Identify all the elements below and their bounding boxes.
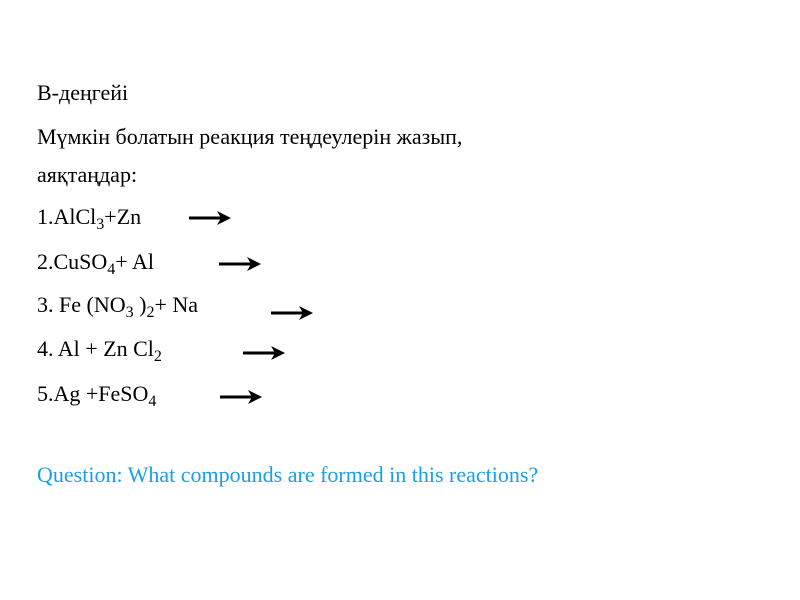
reaction-2-subscript: 4 [107,261,116,278]
right-arrow-icon [188,210,232,226]
right-arrow-icon [218,256,262,272]
reaction-4-text: 4. Al + Zn Cl [37,336,154,361]
reaction-5-subscript: 4 [148,393,157,410]
reaction-2-text-after: + Al [115,249,154,274]
reaction-1-subscript: 3 [96,216,105,233]
instruction-line-2: аяқтаңдар: [37,162,138,187]
reaction-5-text: 5.Ag +FeSO [37,381,149,406]
right-arrow-icon [270,305,314,321]
reaction-5 [37,381,157,410]
reaction-3-text-after: + Na [154,292,198,317]
heading: В-деңгейі [37,80,129,105]
reaction-2-text: 2.CuSO [37,249,108,274]
reaction-1-text-after: +Zn [104,204,142,229]
reaction-3-text: 3. Fe (NO [37,292,126,317]
reaction-3-subscript-2: 2 [146,304,155,321]
reaction-4 [37,336,162,365]
reaction-1-text: 1.AlCl [37,204,97,229]
reaction-2 [37,249,154,278]
right-arrow-icon [219,389,263,405]
reaction-3-text-mid: ) [133,292,147,317]
reaction-3-subscript-1: 3 [125,304,134,321]
right-arrow-icon [242,345,286,361]
reaction-3 [37,292,198,321]
reaction-1 [37,204,142,233]
reaction-4-subscript: 2 [153,348,162,365]
instruction-line-1: Мүмкін болатын реакция теңдеулерін жазып, [37,124,463,149]
question-text: Question: What compounds are formed in this reactions? [37,462,539,487]
